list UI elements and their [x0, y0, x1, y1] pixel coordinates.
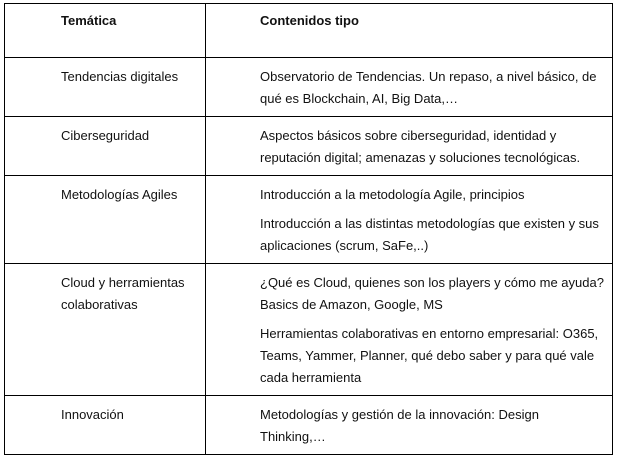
topic-label: Metodologías Agiles: [61, 187, 178, 202]
content-text: Introducción a las distintas metodologías que existen y sus aplicaciones (scrum, SaFe,..): [260, 216, 599, 253]
content-text: ¿Qué es Cloud, quienes son los players y cómo me ayuda? Basics de Amazon, Google, MS: [260, 275, 604, 312]
content-text: Introducción a la metodología Agile, principios: [260, 187, 525, 202]
content-text: Aspectos básicos sobre ciberseguridad, identidad y reputación digital; amenazas y soluciones tecnológicas.: [260, 128, 581, 165]
topic-cell: [5, 176, 206, 264]
topic-label: Innovación: [61, 407, 124, 422]
content-cell: [206, 176, 613, 264]
table-header-row: [5, 4, 613, 58]
topic-label: Ciberseguridad: [61, 128, 150, 143]
table-row: [5, 58, 613, 117]
content-text: Observatorio de Tendencias. Un repaso, a nivel básico, de qué es Blockchain, AI, Big Data,…: [260, 69, 597, 106]
table-row: [5, 264, 613, 396]
topic-label: Tendencias digitales: [61, 69, 179, 84]
table-row: [5, 176, 613, 264]
header-contenidos-label: Contenidos tipo: [260, 13, 359, 28]
content-text: Herramientas colaborativas en entorno empresarial: O365, Teams, Yammer, Planner, qué debo saber y para qué vale cada herramienta: [260, 326, 599, 385]
content-cell: [206, 58, 613, 117]
header-tematica: [5, 4, 206, 58]
topics-table: [4, 3, 613, 455]
topic-cell: [5, 58, 206, 117]
topic-cell: [5, 117, 206, 176]
table-row: [5, 396, 613, 455]
content-cell: [206, 117, 613, 176]
table-row: [5, 117, 613, 176]
header-contenidos: [206, 4, 613, 58]
content-cell: [206, 264, 613, 396]
topic-cell: [5, 264, 206, 396]
header-tematica-label: Temática: [61, 13, 117, 28]
topic-cell: [5, 396, 206, 455]
content-text: Metodologías y gestión de la innovación: Design Thinking,…: [260, 407, 539, 444]
content-cell: [206, 396, 613, 455]
topic-label: Cloud y herramientas colaborativas: [61, 275, 185, 312]
